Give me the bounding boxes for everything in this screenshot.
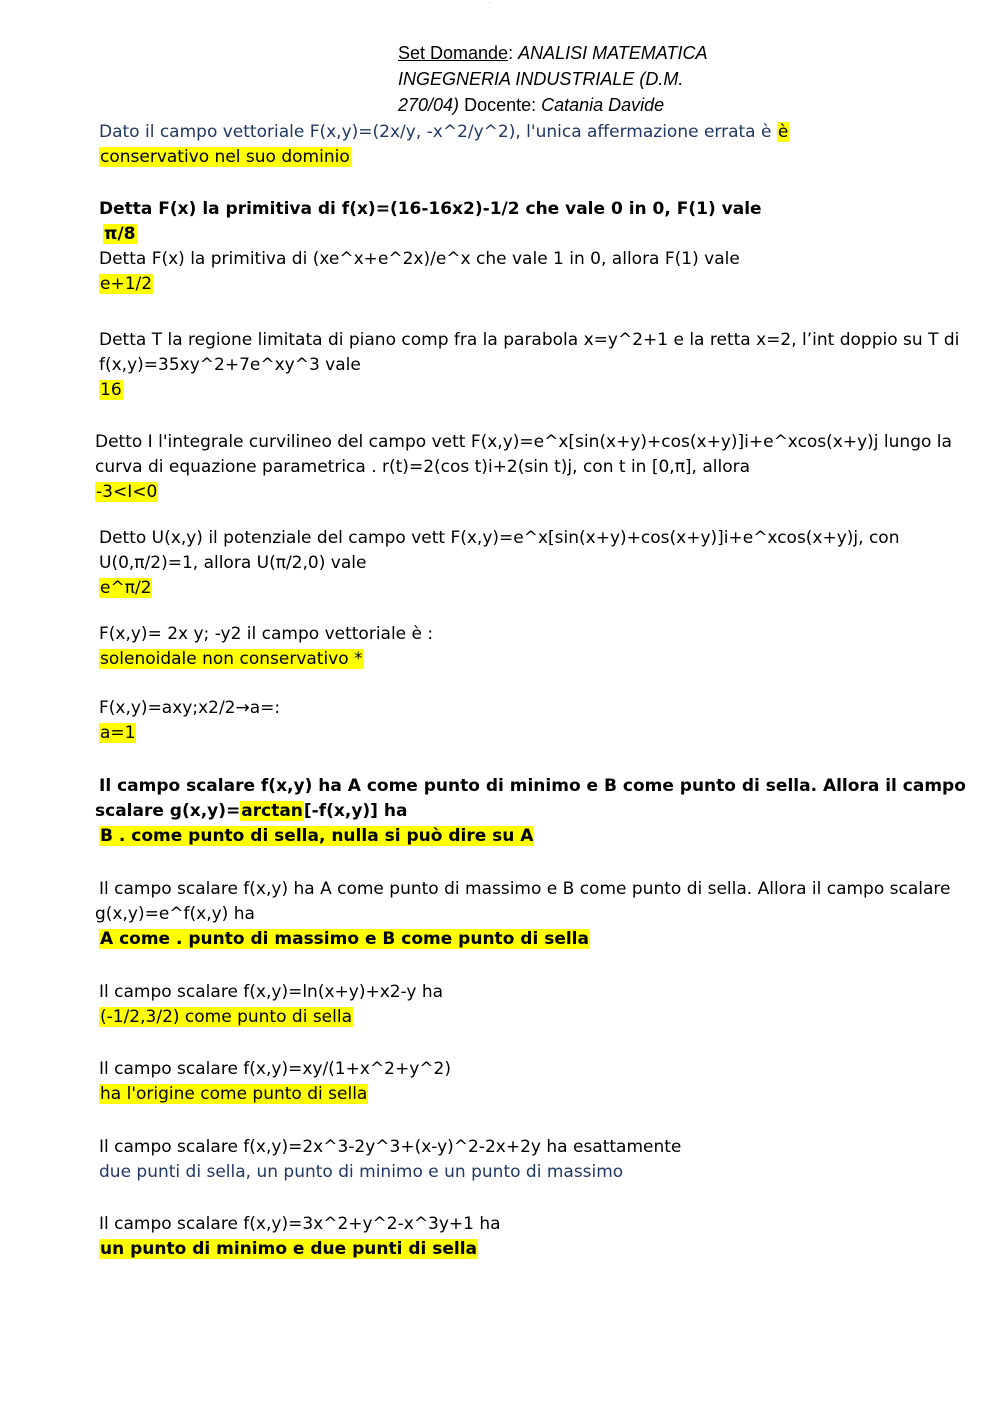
question-14 <box>99 1212 501 1262</box>
question-12 <box>99 1057 451 1107</box>
header-line-3: 270/04) Docente: Catania Davide <box>398 95 665 115</box>
header-line-1: Set Domande: ANALISI MATEMATICA <box>398 43 708 63</box>
answer-highlight: solenoidale non conservativo * <box>100 649 363 669</box>
document-header <box>398 40 778 118</box>
question-text: Il campo scalare f(x,y)=ln(x+y)+x2-y ha <box>99 982 444 1002</box>
question-text: curva di equazione parametrica . r(t)=2(cos t)i+2(sin t)j, con t in [0,π], allora <box>95 457 751 477</box>
question-11 <box>99 980 443 1030</box>
answer-highlight: A come . punto di massimo e B come punto di sella <box>100 929 589 949</box>
question-4 <box>99 328 959 403</box>
answer-highlight: un punto di minimo e due punti di sella <box>100 1239 478 1259</box>
teacher-label: Docente: <box>459 95 542 115</box>
answer-highlight: a=1 <box>100 723 136 743</box>
question-text: Il campo scalare f(x,y)=xy/(1+x^2+y^2) <box>99 1059 451 1079</box>
answer-highlight: conservativo nel suo dominio <box>100 147 350 167</box>
question-text: Detta T la regione limitata di piano comp fra la parabola x=y^2+1 e la retta x=2, l’int doppio su T di <box>99 330 960 350</box>
question-text: Il campo scalare f(x,y) ha A come punto di minimo e B come punto di sella. Allora il campo <box>99 776 966 796</box>
question-text: U(0,π/2)=1, allora U(π/2,0) vale <box>99 553 367 573</box>
question-text: Detto U(x,y) il potenziale del campo vett F(x,y)=e^x[sin(x+y)+cos(x+y)]i+e^xcos(x+y)j, con <box>99 528 900 548</box>
teacher-name: Catania Davide <box>541 95 665 115</box>
question-6 <box>99 526 900 601</box>
course-department: INGEGNERIA INDUSTRIALE (D.M. <box>398 69 684 89</box>
question-text: F(x,y)= 2x y; -y2 il campo vettoriale è : <box>99 624 434 644</box>
answer-highlight: B . come punto di sella, nulla si può dire su A <box>100 826 534 846</box>
answer-highlight: (-1/2,3/2) come punto di sella <box>100 1007 353 1027</box>
question-2 <box>99 197 762 297</box>
question-3-text: Detta F(x) la primitiva di (xe^x+e^2x)/e^x che vale 1 in 0, allora F(1) vale <box>99 249 740 269</box>
question-13 <box>99 1135 681 1185</box>
question-3-answer: e+1/2 <box>100 274 153 294</box>
question-text: Il campo scalare f(x,y)=2x^3-2y^3+(x-y)^2-2x+2y ha esattamente <box>99 1137 682 1157</box>
answer-highlight: è <box>777 122 789 142</box>
question-text: f(x,y)=35xy^2+7e^xy^3 vale <box>99 355 361 375</box>
question-text: Dato il campo vettoriale F(x,y)=(2x/y, -x^2/y^2), l'unica affermazione errata è <box>99 122 777 142</box>
answer-highlight: π/8 <box>104 224 136 244</box>
question-text: Il campo scalare f(x,y) ha A come punto di massimo e B come punto di sella. Allora il campo scalare <box>99 879 951 899</box>
answer-highlight: 16 <box>100 380 122 400</box>
course-name: ANALISI MATEMATICA <box>518 43 708 63</box>
question-text: Il campo scalare f(x,y)=3x^2+y^2-x^3y+1 ha <box>99 1214 501 1234</box>
set-domande-label: Set Domande <box>398 43 509 63</box>
arctan-highlight: arctan <box>241 801 303 821</box>
question-7 <box>99 622 433 672</box>
answer-text: due punti di sella, un punto di minimo e un punto di massimo <box>99 1162 624 1182</box>
question-9: Il campo scalare f(x,y) ha A come punto di minimo e B come punto di sella. Allora il campo scalare g(x,y)=arctan[-f(x,y)] ha B . come punto di sella, nulla si può dire su A <box>95 776 966 846</box>
question-10 <box>95 877 951 952</box>
question-1 <box>99 120 789 170</box>
question-8 <box>99 696 280 746</box>
question-text: Detta F(x) la primitiva di f(x)=(16-16x2)-1/2 che vale 0 in 0, F(1) vale <box>99 199 762 219</box>
answer-highlight: -3<I<0 <box>96 482 158 502</box>
question-text: Detto I l'integrale curvilineo del campo vett F(x,y)=e^x[sin(x+y)+cos(x+y)]i+e^xcos(x+y)j lungo la <box>95 432 952 452</box>
page-top-mark: ·· <box>488 0 492 6</box>
answer-highlight: ha l'origine come punto di sella <box>100 1084 368 1104</box>
question-text: F(x,y)=axy;x2/2→a=: <box>99 698 281 718</box>
question-5 <box>95 430 952 505</box>
answer-highlight: e^π/2 <box>100 578 152 598</box>
question-text: g(x,y)=e^f(x,y) ha <box>95 904 255 924</box>
